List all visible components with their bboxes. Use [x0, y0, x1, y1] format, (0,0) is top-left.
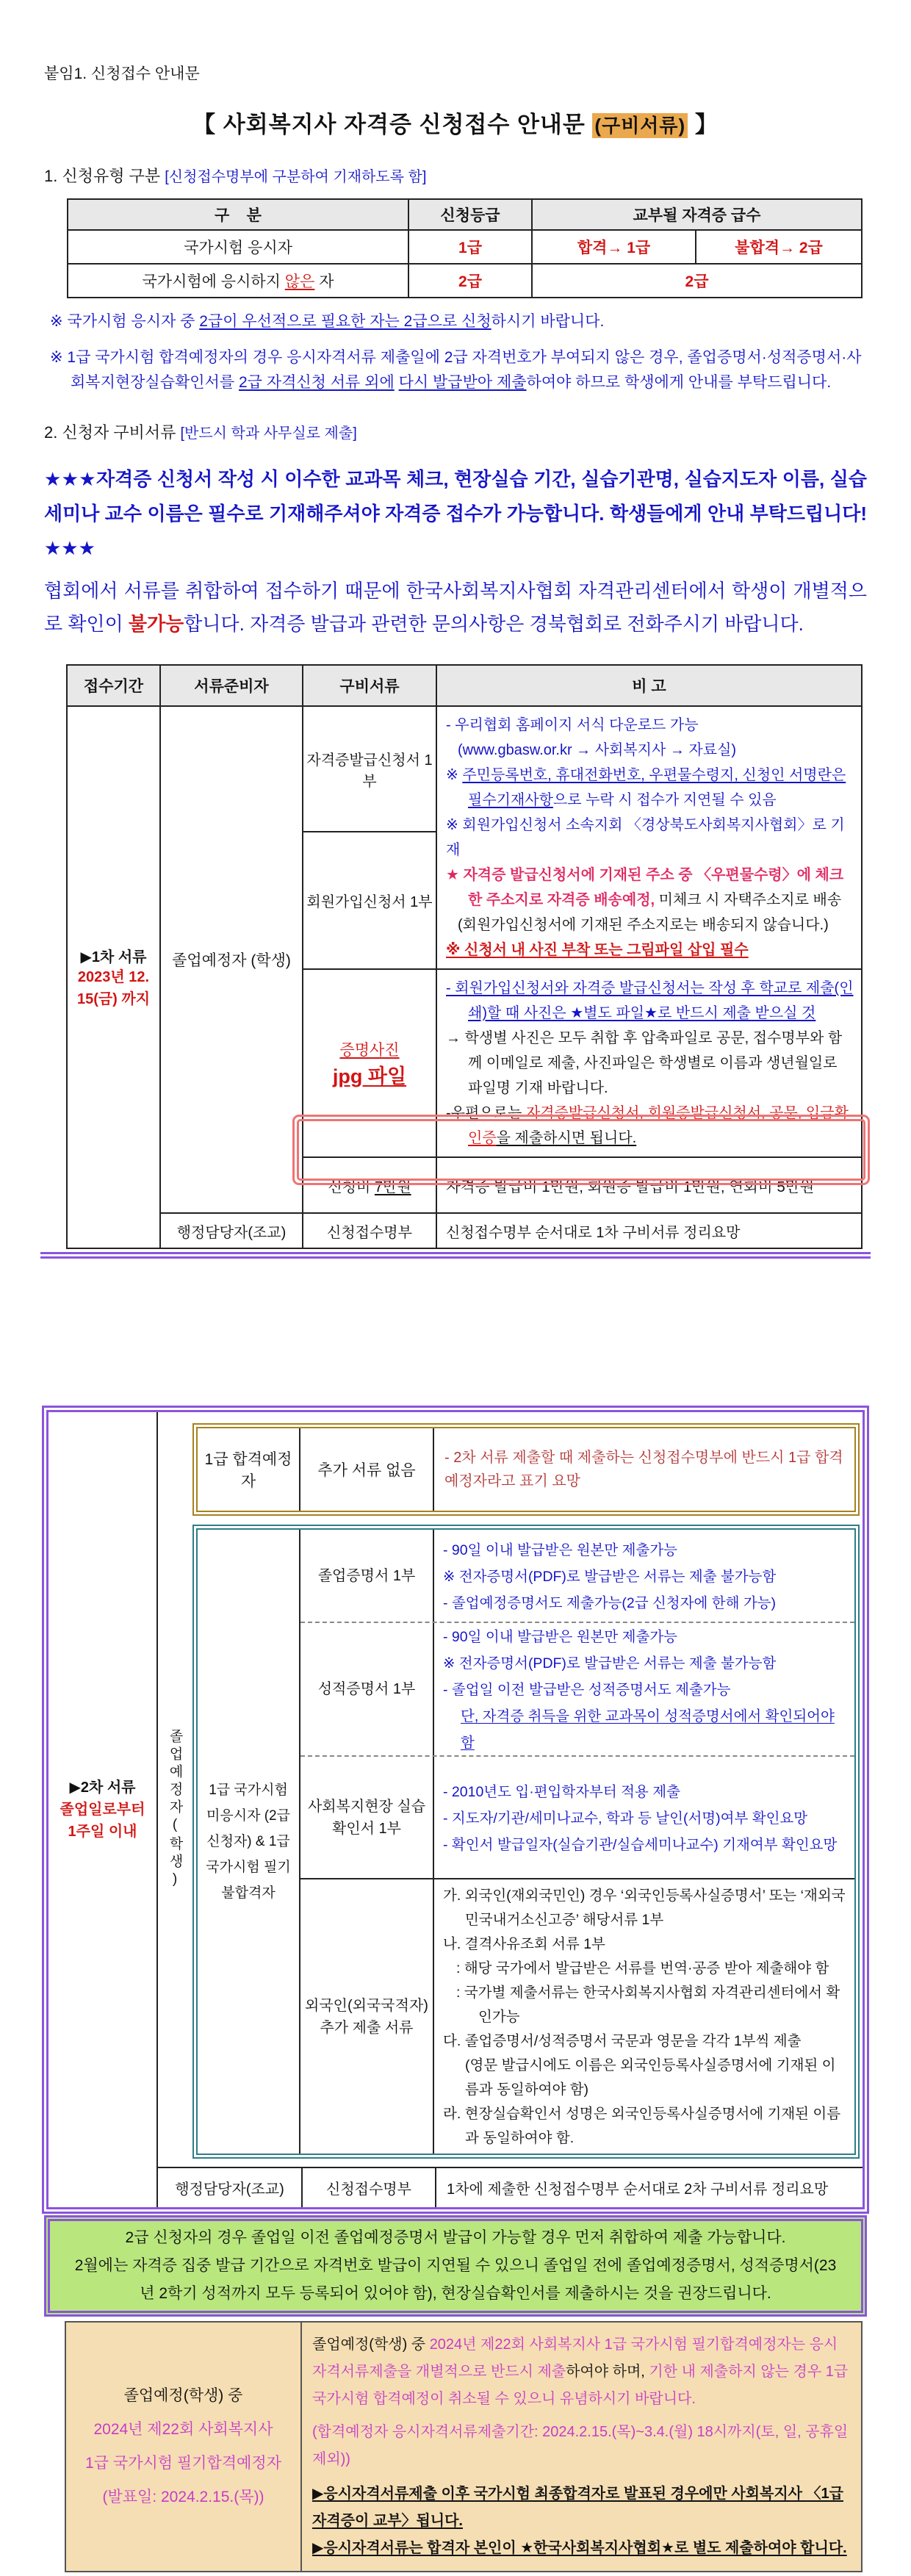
expected-pass-who: 1급 합격예정자: [198, 1428, 300, 1511]
section1-heading-note: [신청접수명부에 구분하여 기재하도록 함]: [165, 169, 427, 185]
note-1-c: 하시기 바랍니다.: [491, 313, 605, 330]
remark-line: 단, 자격증 취득을 위한 교과목이 성적증명서에서 확인되어야 함: [461, 1708, 835, 1752]
remark-line: (영문 발급시에도 이름은 외국인등록사실증명서에 기재된 이름과 동일하여야 함): [465, 2057, 836, 2098]
division-text-c: 자: [314, 273, 334, 290]
row-foreigner-docs: [300, 1878, 854, 2154]
section1-heading-text: 1. 신청유형 구분: [44, 167, 165, 185]
table-row: [67, 706, 862, 832]
second-submission-table: [42, 1406, 869, 2214]
remark-run: 을 제출하시면 됩니다.: [496, 1130, 637, 1146]
remark-transcript: [434, 1623, 854, 1755]
document-roster: 신청접수명부: [303, 1213, 436, 1248]
remark-line: - 졸업일 이전 발급받은 성적증명서도 제출가능: [443, 1682, 731, 1699]
first-submission-table: [66, 664, 863, 1249]
assoc-text-c: 합니다. 자격증 발급과 관련한 문의사항은 경북협회로 전화주시기 바랍니다.: [184, 613, 804, 635]
subject-line: 졸업예정(학생) 중: [123, 2387, 243, 2404]
document-graduation-cert: 졸업증명서 1부: [300, 1530, 434, 1622]
document-id-photo: [303, 969, 436, 1157]
star-notice-paragraph: ★★★자격증 신청서 작성 시 이수한 교과목 체크, 현장실습 기간, 실습기관명, 실습지도자 이름, 실습세미나 교수 이름은 필수로 기재해주셔야 자격증 접수가 가능합니다. 학생들에게 안내 부탁드립니다!★★★: [44, 468, 867, 559]
remark-line: - 지도자/기관/세미나교수, 학과 등 날인(서명)여부 확인요망: [443, 1810, 808, 1827]
note-2-d: 다시 발급받아 제출: [398, 374, 527, 391]
remark-run: 주민등록번호, 휴대전화번호, 우편물수령지, 신청인 서명란은 필수기재사항: [462, 767, 846, 808]
level1-expected-pass-box: [192, 1423, 860, 1516]
preparer-admin-cell: 행정담당자(조교): [160, 1213, 303, 1248]
remark-line: [446, 863, 854, 913]
fee-detail: 자격증 발급비 1만원, 회원증 발급비 1만원, 연회비 5만원: [436, 1157, 862, 1213]
document-rows: [300, 1530, 854, 2154]
document-field-practice: 사회복지현장 실습확인서 1부: [300, 1757, 434, 1878]
detail-run-magenta: 2024년 제22회 사회복지사 1급 국가시험 필기합격예정자는 응시자격서류제출을 개별적으로 반드시 제출: [312, 2336, 838, 2380]
period-deadline-2nd-l1: 졸업일로부터: [60, 1802, 145, 1818]
photo-label: 증명사진: [339, 1041, 400, 1059]
note-2-a: ※ 1급 국가시험 합격예정자의 경우 응시자격서류 제출일에 2급 자격번호가 부여되지 않은 경우, 졸업증명서·성적증명서·사회복지현장실습확인서를: [50, 349, 862, 391]
title-highlight: (구비서류): [592, 113, 688, 138]
row-graduation-cert: [300, 1530, 854, 1622]
col-preparer: 서류준비자: [160, 665, 303, 706]
photo-format: jpg 파일: [332, 1065, 407, 1087]
assoc-text-a: 협회에서 서류를 취합하여 접수하기 때문에 한국사회복지사협회 자격관리센터에서 학생이 개별적으로 확인이: [44, 580, 867, 635]
remark-roster-2nd: 1차에 제출한 신청접수명부 순서대로 2차 구비서류 정리요망: [447, 2181, 829, 2198]
note-1-b: 2급이 우선적으로 필요한 자는 2급으로 신청: [199, 313, 491, 330]
period-label: ▶1차 서류: [80, 949, 147, 965]
period-cell: [67, 706, 160, 1248]
remark-line: : 해당 국가에서 발급받은 서류를 번역·공증 받아 제출해야 함: [456, 1960, 829, 1976]
fee-label: 신청비: [328, 1179, 375, 1195]
row-transcript: [300, 1622, 854, 1755]
remark-run: 으로 누락 시 접수가 지연될 수 있음: [552, 792, 777, 808]
preparer-vertical-cell: [158, 1412, 192, 2207]
remark-line: - 90일 이내 발급받은 원본만 제출가능: [443, 1541, 677, 1558]
section1-heading: [44, 164, 911, 187]
first-submission-table-wrap: [66, 664, 861, 1249]
second-documents-box: [192, 1525, 860, 2159]
subject-line-magenta: 1급 국가시험 필기합격예정자: [85, 2455, 281, 2472]
admin-row-2nd: [158, 2167, 863, 2207]
detail-paragraph-3: [312, 2480, 851, 2535]
detail-paragraph-2: (합격예정자 응시자격서류제출기간: 2024.2.15.(목)~3.4.(월) 18시까지(토, 일, 공휴일 제외)): [312, 2424, 849, 2467]
division-text-a: 국가시험에 응시하지: [142, 273, 285, 290]
remark-photo-required: ※ 신청서 내 사진 부착 또는 그림파일 삽입 필수: [446, 942, 749, 958]
remark-photo: [436, 969, 862, 1157]
remark-line: [446, 1101, 854, 1151]
note-1: [50, 309, 870, 334]
table-header-row: [68, 199, 862, 230]
subject-line-magenta: 2024년 제22회 사회복지사: [93, 2421, 273, 2438]
subject-line-magenta: (발표일: 2024.2.15.(목)): [102, 2489, 264, 2505]
period-deadline: 2023년 12. 15(금) 까지: [76, 968, 151, 1007]
fee-amount: 7만원: [374, 1179, 411, 1195]
page-divider-line: [40, 1252, 871, 1259]
grade-1: 1급: [408, 230, 532, 264]
association-notice-paragraph: [44, 575, 867, 641]
level2-recommendation-box: [44, 2215, 867, 2317]
remark-run-pink: ★ 자격증 발급신청서에 기재된 주소 중 〈우편물수령〉에 체크한 주소지로 자격증 배송예정,: [446, 867, 844, 908]
detail-run: ▶응시자격서류제출 이후 국가시험 최종합격자로 발표된 경우에만 사회복지사: [312, 2486, 807, 2502]
note-2: [50, 345, 870, 395]
document-transcript: 성적증명서 1부: [300, 1623, 434, 1755]
remark-run: -우편으로는: [446, 1105, 526, 1121]
table-row: [65, 2322, 862, 2572]
attachment-label: 붙임1. 신청접수 안내문: [44, 65, 200, 82]
remark-cert-membership: [436, 706, 862, 969]
detail-run-magenta: 기한 내 제출하지 않는 경우 1급 국가시험 합격예정이 취소될 수 있으니 유념하시기 바랍니다.: [312, 2364, 849, 2407]
remark-line: - 회원가입신청서와 자격증 발급신청서는 작성 후 학교로 제출(인쇄)할 때 사진은 ★별도 파일★로 반드시 제출 받으실 것: [446, 980, 854, 1021]
remark-roster: 신청접수명부 순서대로 1차 구비서류 정리요망: [436, 1213, 862, 1248]
grade-2: 2급: [408, 264, 532, 298]
page-title: [0, 106, 911, 139]
fail-result: 불합격→ 2급: [696, 230, 862, 264]
period-deadline-2nd-l2: 1주일 이내: [68, 1824, 137, 1840]
expected-pass-remark: - 2차 서류 제출할 때 제출하는 신청접수명부에 반드시 1급 합격예정자라고 표기 요망: [444, 1450, 843, 1489]
remark-line: : 국가별 제출서류는 한국사회복지사협회 자격관리센터에서 확인가능: [456, 1985, 840, 2025]
col-remark: 비 고: [436, 665, 862, 706]
pass-result: 합격→ 1급: [532, 230, 696, 264]
table-header-row: [67, 665, 862, 706]
row-field-practice: [300, 1755, 854, 1878]
document-cert-application: 자격증발급신청서 1부: [303, 706, 436, 832]
note-2-b: 2급 자격신청 서류 외에: [238, 374, 395, 391]
col-division: 구 분: [68, 199, 408, 230]
written-pass-subject-cell: [65, 2322, 301, 2572]
section2-heading-text: 2. 신청자 구비서류: [44, 423, 181, 442]
detail-run: 하여야 하며,: [566, 2364, 649, 2380]
section2-heading: [44, 420, 911, 443]
remark-line: → 학생별 사진은 모두 취합 후 압축파일로 공문, 접수명부와 함께 이메일로 제출, 사진파일은 학생별로 이름과 생년월일로 파일명 기재 바랍니다.: [446, 1030, 843, 1096]
level1-written-pass-table: [65, 2321, 863, 2572]
written-pass-detail-cell: [301, 2322, 862, 2572]
green-box-line: 2급 신청자의 경우 졸업일 이전 졸업예정증명서 발급이 가능할 경우 먼저 취합하여 제출 가능합니다.: [125, 2229, 786, 2246]
section2-heading-note: [반드시 학과 사무실로 제출]: [180, 425, 357, 442]
remark-foreigner: [434, 1879, 854, 2154]
remark-line: [446, 763, 854, 813]
issued-grade-2: 2급: [532, 264, 862, 298]
remark-line: - 2010년도 입·편입학자부터 적용 제출: [443, 1783, 680, 1800]
remark-line: 다. 졸업증명서/성적증명서 국문과 영문을 각각 1부씩 제출: [443, 2033, 802, 2049]
preparer-student-cell: 졸업예정자 (학생): [160, 706, 303, 1213]
division-exam-taker: 국가시험 응시자: [68, 230, 408, 264]
remark-line: (회원가입신청서에 기재된 주소지로는 배송되지 않습니다.): [458, 917, 829, 933]
remark-line: - 90일 이내 발급받은 원본만 제출가능: [443, 1629, 677, 1646]
remark-field-practice: [434, 1757, 854, 1878]
detail-run: 〈1급 자격증이 교부〉됩니다.: [312, 2486, 843, 2529]
remark-line: - 확인서 발급일자(실습기관/실습세미나교수) 기재여부 확인요망: [443, 1836, 838, 1853]
document-membership-application: 회원가입신청서 1부: [303, 832, 436, 969]
document-roster-2nd: 신청접수명부: [303, 2168, 436, 2207]
table-row: [68, 230, 862, 264]
detail-paragraph-4: ▶응시자격서류는 합격자 본인이 ★한국사회복지사협회★로 별도 제출하여야 합니다.: [312, 2540, 847, 2556]
remark-line: ※ 전자증명서(PDF)로 발급받은 서류는 제출 불가능함: [443, 1568, 777, 1585]
col-issued: 교부될 자격증 급수: [532, 199, 862, 230]
remark-line: (www.gbasw.or.kr → 사회복지사 → 자료실): [458, 742, 737, 758]
expected-pass-docs: 추가 서류 없음: [300, 1428, 434, 1511]
remark-line: ※ 회원가입신청서 소속지회 〈경상북도사회복지사협회〉로 기재: [446, 817, 845, 858]
remark-line: - 졸업예정증명서도 제출가능(2급 신청자에 한해 가능): [443, 1594, 776, 1611]
document-foreigner: 외국인(외국국적자) 추가 제출 서류: [300, 1879, 434, 2154]
title-open: 【 사회복지사 자격증 신청접수 안내문: [192, 112, 593, 137]
title-close: 】: [688, 112, 719, 137]
green-box-line: 2월에는 자격증 집중 발급 기간으로 자격번호 발급이 지연될 수 있으니 졸업일 전에 졸업예정증명서, 성적증명서(23년 2학기 성적까지 모두 등록되어 있어야 함), 현장실습확인서를 제출하시는 것을 권장드립니다.: [74, 2257, 837, 2302]
remark-line: 가. 외국인(재외국민인) 경우 ‘외국인등록사실증명서’ 또는 ‘재외국민국내거소신고증’ 해당서류 1부: [443, 1888, 846, 1928]
division-text-emph: 않은: [284, 273, 315, 290]
assoc-impossible: 불가능: [128, 613, 184, 635]
remark-line: - 우리협회 홈페이지 서식 다운로드 가능: [446, 717, 699, 733]
col-period: 접수기간: [67, 665, 160, 706]
preparer-admin-2nd: 행정담당자(조교): [158, 2168, 303, 2207]
table-row: [68, 264, 862, 298]
remark-line: ※ 전자증명서(PDF)로 발급받은 서류는 제출 불가능함: [443, 1655, 777, 1672]
remark-graduation-cert: [434, 1530, 854, 1622]
table-row: [67, 1213, 862, 1248]
remark-run-red: 자격증발급신청서, 회원증발급신청서, 공문, 입금확인증: [468, 1105, 849, 1146]
application-type-table: [67, 198, 863, 298]
remark-run: ※: [446, 767, 463, 783]
preparer-vertical-text: 졸업예정자(학생): [167, 1729, 183, 1890]
remark-line: 라. 현장실습확인서 성명은 외국인등록사실증명서에 기재된 이름과 동일하여야 함.: [443, 2106, 841, 2146]
division-non-taker: [68, 264, 408, 298]
period-label-2nd: ▶2차 서류: [69, 1780, 136, 1796]
period-cell-2nd: [48, 1412, 158, 2207]
remark-run: 미체크 시 자택주소지로 배송: [655, 892, 842, 908]
detail-paragraph-1: [312, 2331, 851, 2413]
note-2-e: 하여야 하므로 학생에게 안내를 부탁드립니다.: [526, 374, 832, 391]
note-1-a: ※ 국가시험 응시자 중: [50, 313, 200, 330]
detail-run: 졸업예정(학생) 중: [312, 2336, 430, 2353]
remark-line: 나. 결격사유조회 서류 1부: [443, 1936, 605, 1952]
col-documents: 구비서류: [303, 665, 436, 706]
document-fee: [303, 1157, 436, 1213]
applicant-group-cell: 1급 국가시험 미응시자 (2급신청자) & 1급 국가시험 필기불합격자: [198, 1530, 300, 2154]
col-grade: 신청등급: [408, 199, 532, 230]
